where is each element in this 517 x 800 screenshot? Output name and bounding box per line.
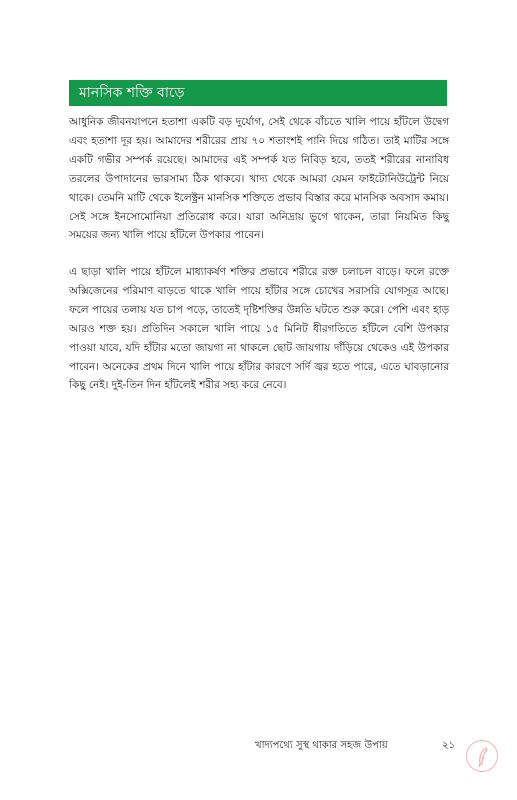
paragraph-1: আধুনিক জীবনযাপনে হতাশা একটি বড় দুর্যোগ, সেই থেকে বাঁচতে খালি পায়ে হাঁটলে উদ্বেগ এবং হতাশা দূর হয়। আমাদের শরীরের প্রায় ৭০ শতাংশই পানি দিয়ে গঠিত। তাই মাটির সঙ্গে একটি গভীর সম্পর্ক রয়েছে। আমাদের এই সম্পর্ক যত নিবিড় হবে, ততই শরীরের নানাবিধ তরলের উপাদানের ভারসাম্য ঠিক থাকবে। খাদ্য থেকে আমরা যেমন ফাইটোনিউট্রেন্ট নিয়ে থাকে। তেমনি মাটি থেকে ইলেক্ট্রন মানসিক শক্তিতে প্রভাব বিস্তার করে মানসিক অবসাদ কমায়। সেই সঙ্গে ইনসোমোনিয়া প্রতিরোধ করে। যারা অনিদ্রায় ভুগে থাকেন, তারা নিয়মিত কিছু সময়ের জন্য খালি পায়ে হাঁটলে উপকার পাবেন। <box>69 116 449 242</box>
page-footer <box>255 738 455 755</box>
quill-seal-icon <box>466 740 498 772</box>
page-number: ২১ <box>442 740 455 751</box>
section-heading: মানসিক শক্তি বাড়ে <box>69 80 447 106</box>
paragraph-2: এ ছাড়া খালি পায়ে হাঁটলে মাধ্যাকর্ষণ শক্তির প্রভাবে শরীরে রক্ত চলাচল বাড়ে। ফলে রক্তে অক্সিজেনের পরিমাণ বাড়তে থাকে খালি পায়ে হাঁটার সঙ্গে চোখের সরাসরি যোগসূত্র আছে। ফলে পায়ের তলায় যত চাপ পড়ে, তাতেই দৃষ্টিশক্তির উন্নতি ঘটতে শুরু করে। পেশি এবং হাড় আরও শক্ত হয়। প্রতিদিন সকালে খালি পায়ে ১৫ মিনিট ধীরগতিতে হাঁটলে বেশি উপকার পাওয়া যাবে, যদি হাঁটার মতো জায়গা না থাকলে ছোট জায়গায় দাঁড়িয়ে থেকেও এই উপকার পাবেন। অনেকের প্রথম দিনে খালি পায়ে হাঁটার কারণে সর্দি জ্বর হতে পারে, এতে ঘাবড়ানোর কিছু নেই। দুই-তিন দিন হাঁটলেই শরীর সহ্য করে নেবে। <box>69 266 449 392</box>
running-title: খাদ্যপথ্যে সুস্থ থাকার সহজ উপায় <box>255 740 388 751</box>
